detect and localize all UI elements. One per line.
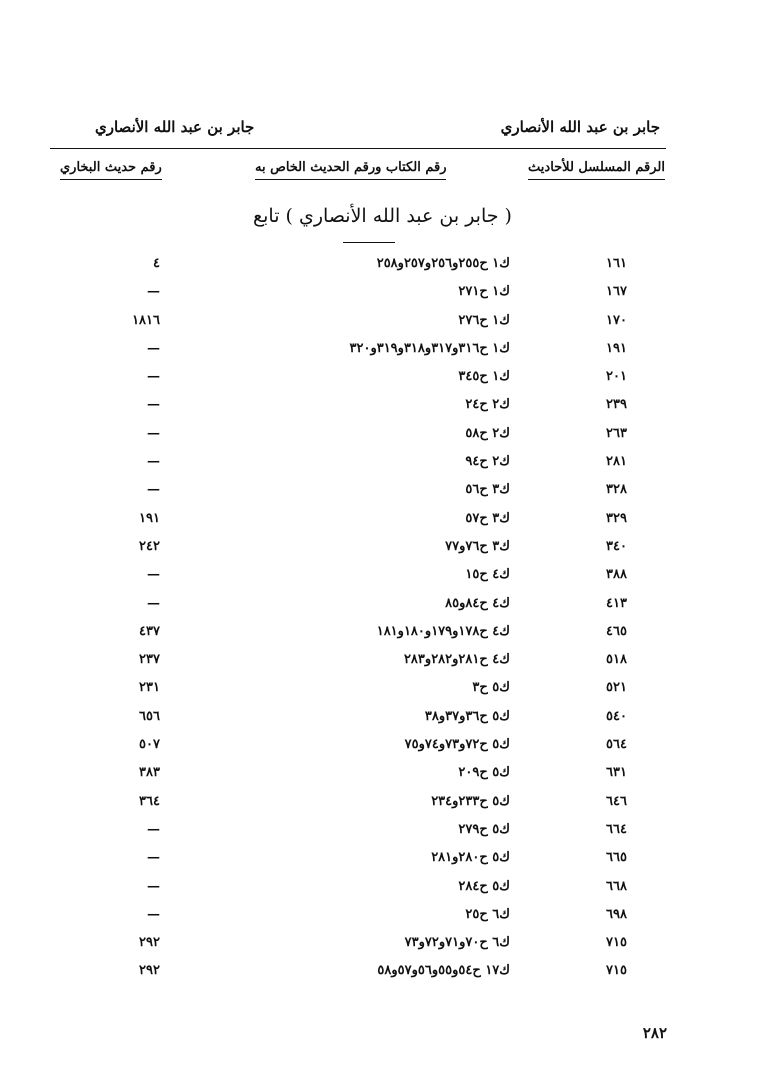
row-serial-number: ٦٦٨ [606, 878, 627, 894]
row-bukhari-number: — [147, 397, 160, 413]
column-header-book: رقم الكتاب ورقم الحديث الخاص به [255, 160, 446, 180]
table-row [0, 676, 765, 704]
row-bukhari-number: — [147, 482, 160, 498]
row-bukhari-number: — [147, 340, 160, 356]
row-serial-number: ٢٨١ [606, 454, 627, 470]
row-book-reference: ك٤ ح١٧٨و١٧٩و١٨٠و١٨١ [376, 623, 510, 639]
table-row [0, 422, 765, 450]
row-bukhari-number: ٥٠٧ [139, 737, 160, 753]
row-book-reference: ك١ ح٢٧٦ [458, 312, 510, 328]
section-title: ( جابر بن عبد الله الأنصاري ) تابع [253, 205, 512, 227]
table-row [0, 478, 765, 506]
row-book-reference: ك٤ ح٢٨١و٢٨٢و٢٨٣ [403, 652, 510, 668]
table-row [0, 309, 765, 337]
section-title-rule [343, 242, 395, 243]
row-book-reference: ك٢ ح٢٤ [465, 397, 510, 413]
row-book-reference: ك٤ ح٨٤و٨٥ [445, 595, 510, 611]
row-bukhari-number: ١٨١٦ [132, 312, 160, 328]
row-bukhari-number: ٣٨٣ [139, 765, 160, 781]
row-book-reference: ك٣ ح٥٦ [465, 482, 510, 498]
row-book-reference: ك١ ح٣٤٥ [458, 369, 510, 385]
hadith-table [0, 252, 765, 988]
table-row [0, 450, 765, 478]
table-row [0, 790, 765, 818]
row-bukhari-number: ٢٩٢ [139, 963, 160, 979]
row-bukhari-number: — [147, 878, 160, 894]
row-book-reference: ك٢ ح٩٤ [465, 454, 510, 470]
row-book-reference: ك٥ ح٢٣٣و٢٣٤ [431, 793, 510, 809]
running-header-left: جابر بن عبد الله الأنصاري [95, 118, 255, 136]
table-row [0, 875, 765, 903]
row-bukhari-number: — [147, 567, 160, 583]
table-row [0, 393, 765, 421]
page-number: ٢٨٢ [642, 1024, 667, 1042]
table-row [0, 648, 765, 676]
row-serial-number: ٥٤٠ [606, 708, 627, 724]
row-book-reference: ك٥ ح٣ [472, 680, 510, 696]
row-book-reference: ك١٧ ح٥٤و٥٥و٥٦و٥٧و٥٨ [377, 963, 510, 979]
table-row [0, 280, 765, 308]
row-serial-number: ٦٣١ [606, 765, 627, 781]
row-serial-number: ٥١٨ [606, 652, 627, 668]
row-bukhari-number: — [147, 906, 160, 922]
row-bukhari-number: — [147, 821, 160, 837]
table-row [0, 818, 765, 846]
row-bukhari-number: ٣٦٤ [139, 793, 160, 809]
row-serial-number: ٢٦٣ [606, 425, 627, 441]
row-book-reference: ك٦ ح٧٠و٧١و٧٢و٧٣ [404, 935, 510, 951]
table-row [0, 761, 765, 789]
row-serial-number: ٧١٥ [606, 963, 627, 979]
row-bukhari-number: ٢٣٧ [139, 652, 160, 668]
table-row [0, 846, 765, 874]
row-serial-number: ٣٢٨ [606, 482, 627, 498]
row-book-reference: ك٥ ح٢٠٩ [458, 765, 510, 781]
row-bukhari-number: — [147, 595, 160, 611]
row-serial-number: ٤٦٥ [606, 623, 627, 639]
table-row [0, 252, 765, 280]
table-row [0, 337, 765, 365]
table-row [0, 592, 765, 620]
column-header-serial: الرقم المسلسل للأحاديث [528, 160, 665, 180]
row-bukhari-number: — [147, 454, 160, 470]
row-book-reference: ك٥ ح٣٦و٣٧و٣٨ [424, 708, 510, 724]
row-serial-number: ٥٦٤ [606, 737, 627, 753]
row-bukhari-number: ١٩١ [139, 510, 160, 526]
row-serial-number: ٧١٥ [606, 935, 627, 951]
row-book-reference: ك٦ ح٢٥ [465, 906, 510, 922]
row-bukhari-number: ٢٣١ [139, 680, 160, 696]
row-bukhari-number: ٤ [153, 256, 160, 271]
header-rule [50, 148, 666, 149]
row-serial-number: ٦٦٥ [606, 850, 627, 866]
running-header-right: جابر بن عبد الله الأنصاري [500, 118, 660, 136]
row-bukhari-number: ٢٤٢ [139, 538, 160, 554]
row-book-reference: ك١ ح٢٥٥و٢٥٦و٢٥٧و٢٥٨ [376, 256, 510, 271]
table-row [0, 507, 765, 535]
table-row [0, 733, 765, 761]
row-book-reference: ك٤ ح١٥ [465, 567, 510, 583]
row-serial-number: ٦٦٤ [606, 821, 627, 837]
column-header-bukhari: رقم حديث البخاري [60, 160, 162, 180]
row-serial-number: ١٦١ [606, 256, 627, 271]
row-bukhari-number: ٤٣٧ [139, 623, 160, 639]
row-serial-number: ٦٩٨ [606, 906, 627, 922]
row-serial-number: ١٦٧ [606, 284, 627, 300]
row-bukhari-number: — [147, 425, 160, 441]
table-row [0, 563, 765, 591]
table-row [0, 705, 765, 733]
row-book-reference: ك٢ ح٥٨ [465, 425, 510, 441]
table-row [0, 903, 765, 931]
row-bukhari-number: ٢٩٢ [139, 935, 160, 951]
table-row [0, 620, 765, 648]
row-serial-number: ٣٢٩ [606, 510, 627, 526]
row-serial-number: ٣٨٨ [606, 567, 627, 583]
row-bukhari-number: ٦٥٦ [139, 708, 160, 724]
row-serial-number: ٥٢١ [606, 680, 627, 696]
row-book-reference: ك١ ح٣١٦و٣١٧و٣١٨و٣١٩و٣٢٠ [349, 340, 510, 356]
table-row [0, 959, 765, 987]
row-serial-number: ٦٤٦ [606, 793, 627, 809]
row-book-reference: ك٥ ح٧٢و٧٣و٧٤و٧٥ [404, 737, 510, 753]
row-book-reference: ك٥ ح٢٨٠و٢٨١ [431, 850, 510, 866]
row-bukhari-number: — [147, 369, 160, 385]
table-row [0, 365, 765, 393]
row-book-reference: ك٥ ح٢٧٩ [458, 821, 510, 837]
row-serial-number: ٤١٣ [606, 595, 627, 611]
row-book-reference: ك٣ ح٥٧ [465, 510, 510, 526]
row-bukhari-number: — [147, 284, 160, 300]
row-serial-number: ١٧٠ [606, 312, 627, 328]
row-book-reference: ك٥ ح٢٨٤ [458, 878, 510, 894]
row-bukhari-number: — [147, 850, 160, 866]
row-book-reference: ك١ ح٢٧١ [458, 284, 510, 300]
row-serial-number: ٣٤٠ [606, 538, 627, 554]
table-row [0, 931, 765, 959]
table-row [0, 535, 765, 563]
row-serial-number: ٢٠١ [606, 369, 627, 385]
row-serial-number: ٢٣٩ [606, 397, 627, 413]
row-book-reference: ك٣ ح٧٦و٧٧ [445, 538, 510, 554]
row-serial-number: ١٩١ [606, 340, 627, 356]
